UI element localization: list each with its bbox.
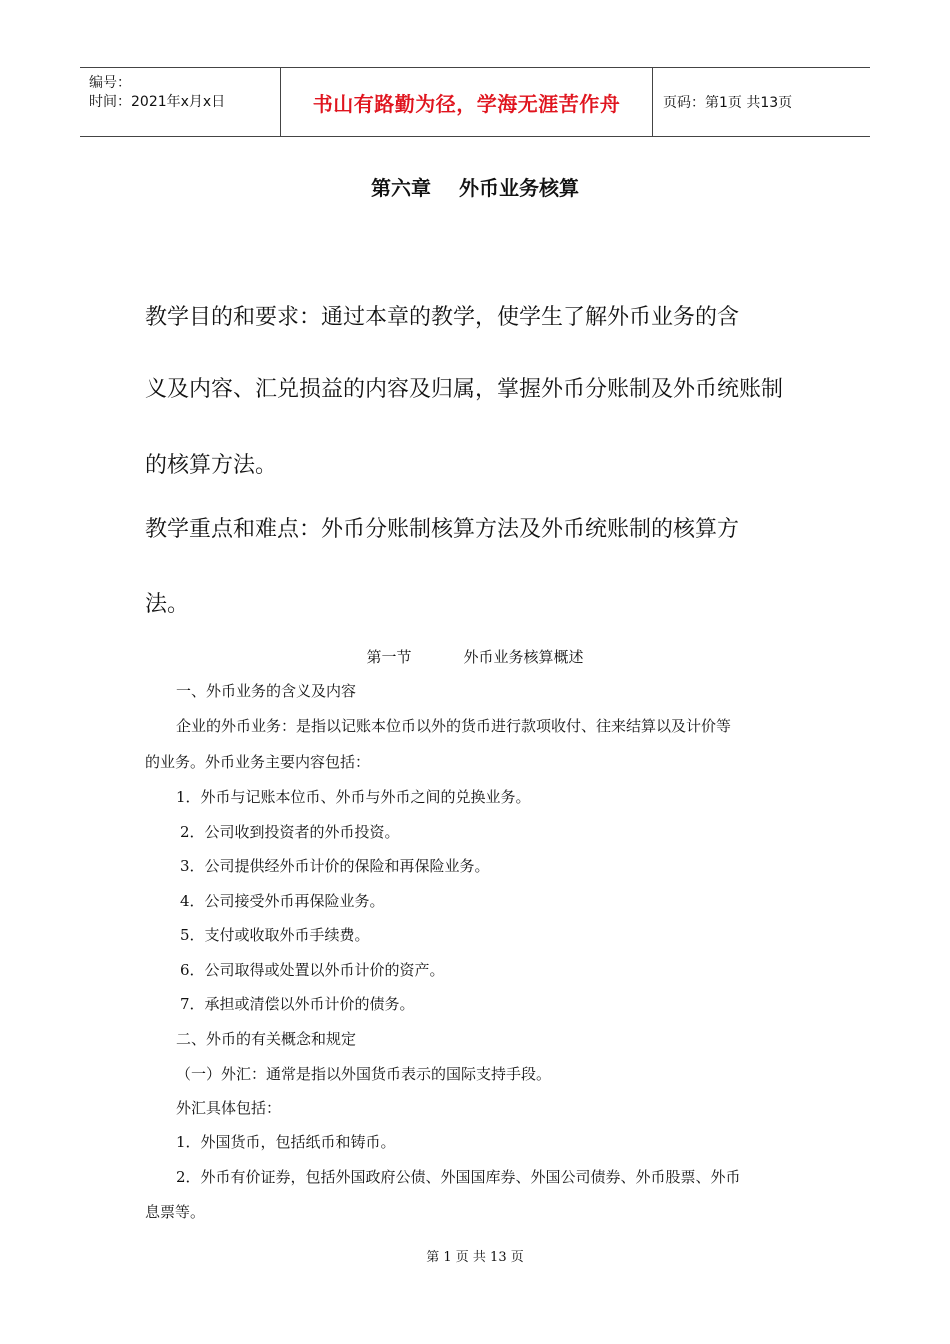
list-item-1: 1．外币与记账本位币、外币与外币之间的兑换业务。 <box>176 788 531 806</box>
list-item-7: 7．承担或清偿以外币计价的债务。 <box>180 995 415 1013</box>
keypoints-line-1: 教学重点和难点：外币分账制核算方法及外币统账制的核算方 <box>145 517 740 542</box>
fx-item-1: 1．外国货币，包括纸币和铸币。 <box>176 1133 396 1151</box>
section-name: 外币业务核算概述 <box>463 648 584 666</box>
para-1-line-1: 企业的外币业务：是指以记账本位币以外的货币进行款项收付、往来结算以及计价等 <box>176 717 732 735</box>
chapter-title <box>0 172 950 201</box>
goals-line-1: 教学目的和要求：通过本章的教学，使学生了解外币业务的含 <box>145 305 740 330</box>
header-meta-cell <box>80 68 281 136</box>
page-info: 页码：第1页 共13页 <box>663 95 793 111</box>
para-3: 外汇具体包括： <box>176 1099 282 1117</box>
para-1-line-2: 的业务。外币业务主要内容包括： <box>145 753 371 771</box>
header-page-cell <box>653 68 870 136</box>
chapter-name: 外币业务核算 <box>459 176 579 200</box>
para-2: （一）外汇：通常是指以外国货币表示的国际支持手段。 <box>176 1065 552 1083</box>
list-item-3: 3．公司提供经外币计价的保险和再保险业务。 <box>180 857 490 875</box>
section-title <box>0 646 950 667</box>
heading-1: 一、外币业务的含义及内容 <box>176 682 357 700</box>
motto: 书山有路勤为径，学海无涯苦作舟 <box>312 91 621 116</box>
goals-line-2: 义及内容、汇兑损益的内容及归属，掌握外币分账制及外币统账制 <box>145 377 784 402</box>
time-label: 时间：2021年x月x日 <box>89 94 226 110</box>
page-footer: 第 1 页 共 13 页 <box>426 1250 524 1265</box>
heading-2: 二、外币的有关概念和规定 <box>176 1030 357 1048</box>
list-item-4: 4．公司接受外币再保险业务。 <box>180 892 385 910</box>
keypoints-line-2: 法。 <box>145 592 190 617</box>
section-number: 第一节 <box>366 648 412 666</box>
fx-item-2-line-1: 2．外币有价证券，包括外国政府公债、外国国库券、外国公司债券、外币股票、外币 <box>176 1168 741 1186</box>
list-item-6: 6．公司取得或处置以外币计价的资产。 <box>180 961 445 979</box>
list-item-5: 5．支付或收取外币手续费。 <box>180 926 370 944</box>
fx-item-2-line-2: 息票等。 <box>145 1203 206 1221</box>
number-label: 编号： <box>89 75 131 91</box>
chapter-number: 第六章 <box>371 176 431 200</box>
document-header <box>80 67 870 137</box>
list-item-2: 2．公司收到投资者的外币投资。 <box>180 823 400 841</box>
goals-line-3: 的核算方法。 <box>145 453 278 478</box>
header-motto-cell <box>281 68 653 136</box>
